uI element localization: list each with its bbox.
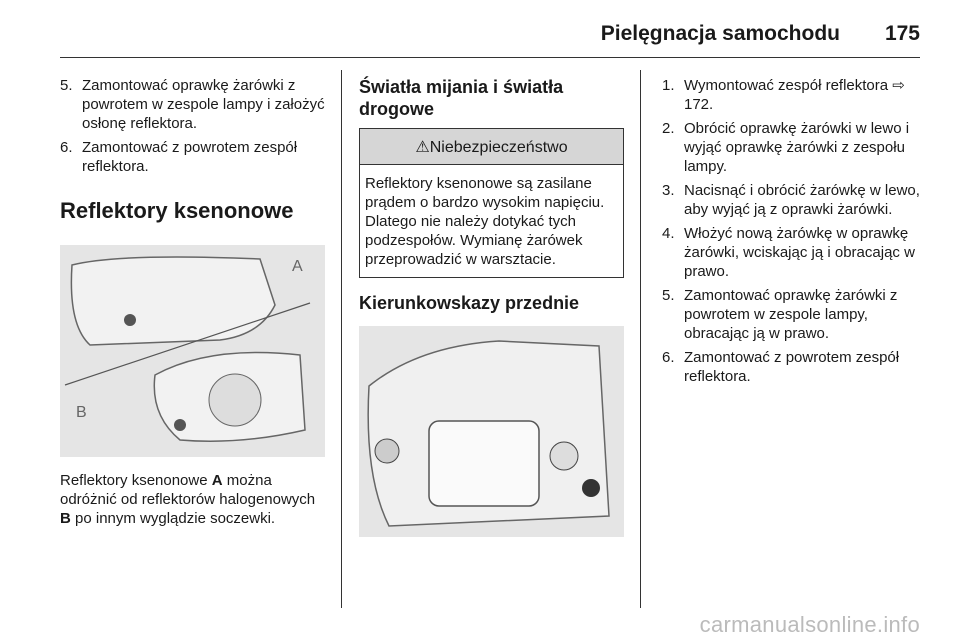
page-number: 175 (884, 22, 920, 45)
step-number: 5. (662, 287, 675, 304)
step-text: Wymontować zespół reflektora ⇨ 172. (684, 77, 905, 113)
column-divider (341, 70, 342, 608)
step-number: 5. (60, 77, 73, 94)
warning-icon: ⚠ (415, 139, 430, 156)
step-text: Zamontować oprawkę żarówki z powrotem w zespole lampy i założyć osłonę reflektora. (82, 77, 325, 132)
section-heading: Światła mijania i światła drogowe (359, 77, 564, 119)
step-number: 4. (662, 225, 675, 242)
step-text: Obrócić oprawkę żarówki w lewo i wyjąć oprawkę żarówki z zespołu lampy. (684, 120, 910, 175)
list-item (60, 138, 325, 176)
step-number: 6. (662, 349, 675, 366)
list-item (60, 76, 325, 133)
section-heading: Reflektory ksenonowe (60, 198, 294, 223)
list-item (662, 119, 927, 176)
xenon-headlight-image (60, 245, 325, 457)
step-text: Nacisnąć i obrócić żarówkę w lewo, aby wyjąć ją z oprawki żarówki. (684, 182, 920, 218)
turn-signal-image (359, 326, 624, 537)
header-title: Pielęgnacja samochodu (600, 22, 840, 45)
step-text: Włożyć nową żarówkę w oprawkę żarówki, wciskając ją i obracając w prawo. (684, 225, 915, 280)
step-number: 3. (662, 182, 675, 199)
list-item (662, 76, 927, 114)
step-text: Zamontować oprawkę żarówki z powrotem w zespole lampy, obracając ją w prawo. (684, 287, 898, 342)
label-a: A (292, 258, 303, 275)
list-item (662, 224, 927, 281)
warning-box (359, 128, 624, 278)
step-number: 1. (662, 77, 675, 94)
step-text: Zamontować z powrotem zespół reflektora. (82, 139, 298, 175)
step-text: Zamontować z powrotem zespół reflektora. (684, 349, 900, 385)
page-header (60, 14, 920, 58)
warning-text: Reflektory ksenonowe są zasilane prądem o bardzo wysokim napięciu. Dlatego nie należy dotykać tych podzespołów. Wymianę żarówek przeprowadzić w warsztacie. (365, 175, 605, 268)
column-divider (640, 70, 641, 608)
warning-title: Niebezpieczeństwo (429, 139, 568, 156)
step-number: 2. (662, 120, 675, 137)
label-b: B (76, 404, 87, 421)
page-reference-link[interactable]: ⇨ 172. (684, 77, 905, 113)
column-2 (359, 76, 624, 537)
list-item (662, 348, 927, 386)
step-number: 6. (60, 139, 73, 156)
watermark: carmanualsonline.info (699, 612, 920, 637)
section-heading: Kierunkowskazy przednie (359, 293, 580, 313)
column-3 (662, 76, 927, 391)
list-item (662, 181, 927, 219)
column-1 (60, 76, 325, 528)
list-item (662, 286, 927, 343)
image-caption: Reflektory ksenonowe A można odróżnić od reflektorów halogenowych B po innym wyglądzie soczewki. (60, 472, 316, 527)
